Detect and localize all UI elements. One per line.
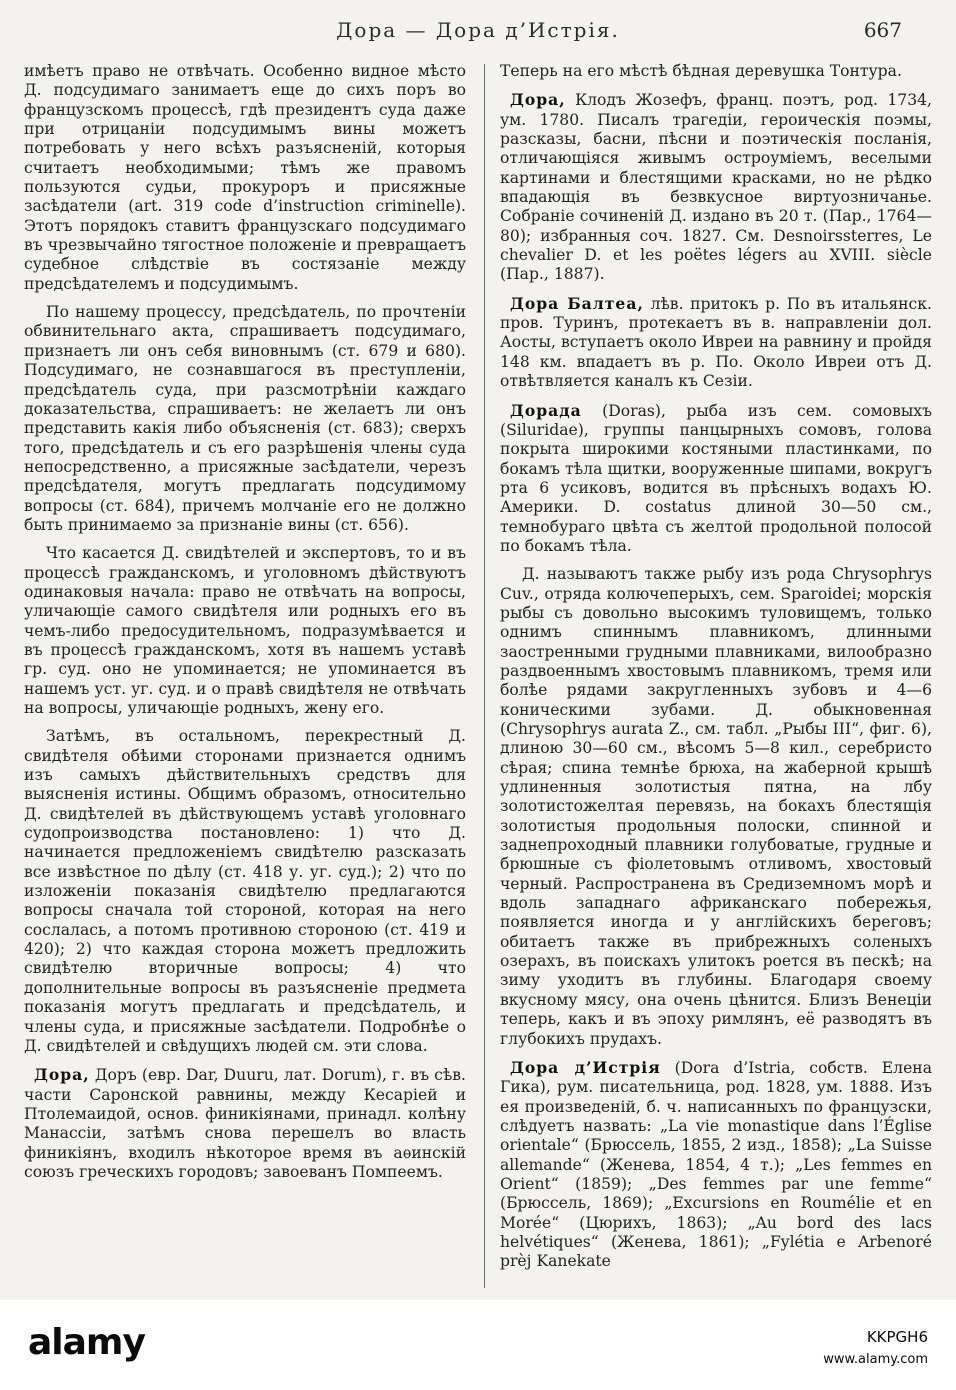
paragraph-text: По нашему процессу, предсѣдатель, по прочтеніи обвинительнаго акта, спрашиваетъ подсудимаго, признаетъ ли онъ себя виновнымъ (ст. 679 и 680). Подсудимаго, не сознавшагося въ преступленіи, предсѣдатель суда, при разсмотрѣніи каждаго доказательства, спрашиваетъ: не желаетъ ли онъ представить какія либо объясненія (ст. 683); сверхъ того, предсѣдатель и съ его разрѣшенія члены суда непосредственно, а присяжные засѣдатели, черезъ предсѣдателя, могутъ предлагать подсудимому вопросы (ст. 684), причемъ молчаніе его не должно быть принимаемо за признаніе вины (ст. 656).: [24, 303, 466, 534]
entry-headword: Дора,: [510, 90, 566, 110]
paragraph: [24, 62, 466, 294]
paragraph-text: лѣв. притокъ р. По въ итальянск. пров. Туринъ, протекаетъ въ в. направленіи дол. Аосты, вступаетъ около Ивреи на равнину и пройдя 148 км. впадаетъ въ р. По. Около Ивреи отъ Д. отвѣтвляется каналъ къ Сезіи.: [500, 294, 932, 391]
entry-headword: Дора д’Истрія: [510, 1057, 661, 1077]
paragraph-text: Что касается Д. свидѣтелей и экспертовъ, то и въ процессѣ гражданскомъ, и уголовномъ дѣйствуютъ одинаковыя начала: право не отвѣчать на вопросы, уличающіе самого свидѣтеля или родныхъ его въ чемъ-либо предосудительномъ, подразумѣвается и въ процессѣ гражданскомъ, хотя въ нашемъ уставѣ гр. суд. оно не упоминается; не упоминается въ нашемъ уст. уг. суд. и о правѣ свидѣтеля не отвѣчать на вопросы, уличающіе родныхъ, жену его.: [24, 544, 466, 717]
paragraph: [24, 303, 466, 535]
paragraph: [500, 62, 932, 81]
paragraph-text: имѣетъ право не отвѣчать. Особенно видное мѣсто Д. подсудимаго занимаетъ еще до сихъ поръ во французскомъ процессѣ, гдѣ президентъ суда даже при отрицаніи подсудимымъ вины можетъ потребовать у него всѣхъ разъясненій, которыя считаетъ необходимыми; тѣмъ же правомъ пользуются судьи, прокуроръ и присяжные засѣдатели (art. 319 code d’instruction criminelle). Этотъ порядокъ ставитъ французскаго подсудимаго въ чрезвычайно тягостное положеніе и превращаетъ судебное слѣдствіе въ состязаніе между предсѣдателемъ и подсудимымъ.: [24, 62, 466, 293]
paragraph: [24, 727, 466, 1056]
paragraph: [24, 544, 466, 718]
paragraph-text: Затѣмъ, въ остальномъ, перекрестный Д. свидѣтеля обѣими сторонами признается однимъ изъ самыхъ дѣйствительныхъ средствъ для выясненія истины. Общимъ образомъ, относительно Д. свидѣтелей въ дѣйствующемъ уставѣ уголовнаго судопроизводства постановлено: 1) что Д. начинается предложеніемъ свидѣтелю разсказать все извѣстное по дѣлу (ст. 418 у. уг. суд.); 2) что по изложеніи показанія свидѣтелю предлагаются вопросы сначала той стороной, которая на него сослалась, а потомъ противною стороною (ст. 419 и 420); 2) что каждая сторона можетъ предложить свидѣтелю вторичные вопросы; 4) что дополнительные вопросы въ разъясненіе предмета показанія могутъ предлагать и предсѣдатель, и члены суда, и присяжные засѣдатели. Подробнѣе о Д. свидѣтелей и свѣдущихъ людей см. эти слова.: [24, 727, 466, 1055]
paragraph-text: Теперь на его мѣстѣ бѣдная деревушка Тонтура.: [500, 62, 902, 80]
watermark-logo: alamy: [28, 1322, 145, 1363]
paragraph-text: Клодъ Жозефъ, франц. поэтъ, род. 1734, ум. 1780. Писалъ трагедіи, героическія поэмы, разсказы, басни, пѣсни и поэтическія посланія, отличающіяся живымъ остроуміемъ, веселыми картинами и блестящими красками, но не рѣдко впадающія въ безвкусное виртуозничанье. Собраніе сочиненій Д. издано въ 20 т. (Пар., 1764—80); избранныя соч. 1827. См. Desnoirssterres, Le chevalier D. et les poëtes légers au XVIII. siècle (Пар., 1887).: [500, 91, 932, 284]
dictionary-entry: [500, 294, 932, 392]
entry-headword: Дорада: [510, 400, 582, 420]
dictionary-entry: [500, 401, 932, 557]
entry-headword: Дора,: [34, 1065, 90, 1085]
watermark-image-id: KKPGH6: [866, 1328, 928, 1346]
page-number: 667: [863, 18, 902, 42]
paragraph: [500, 565, 932, 1049]
right-column: [500, 62, 932, 1292]
paragraph-text: (Doras), рыба изъ сем. сомовыхъ (Siluridae), группы панцырныхъ сомовъ, голова покрыта широкими костяными пластинками, по бокамъ тѣла щитки, вооруженные шипами, вокругъ рта 6 усиковъ, водится въ прѣсныхъ водахъ Ю. Америки. D. costatus длиной 30—50 см., темнобураго цвѣта съ желтой продольной полосой по бокамъ тѣла.: [500, 401, 932, 555]
left-column: [24, 62, 466, 1292]
paragraph-text: Д. называютъ также рыбу изъ рода Chrysophrys Cuv., отряда колючеперыхъ, сем. Sparoidei; морскія рыбы съ довольно высокимъ туловищемъ, только однимъ спиннымъ плавникомъ, длинными заостренными грудными плавниками, вилообразно раздвоеннымъ хвостовымъ плавникомъ, тремя или болѣе рядами закругленныхъ зубовъ и 4—6 коническими зубами. Д. обыкновенная (Chrysophrys aurata Z., см. табл. „Рыбы III“, фиг. 6), длиною 30—60 см., вѣсомъ 5—8 кил., серебристо сѣрая; спина темнѣе брюха, на жаберной крышѣ удлиненныя золотистыя пятна, на лбу золотистожелтая перевязь, на бокахъ блестящія золотистыя продольныя полоски, спинной и заднепроходный плавники голубоватые, грудные и брюшные съ фіолетовымъ отливомъ, хвостовый черный. Распространена въ Средиземномъ морѣ и вдоль западнаго африканскаго побережья, появляется иногда и у англійскихъ береговъ; обитаетъ также въ прибрежныхъ соленыхъ озерахъ, въ поискахъ улитокъ роется въ пескѣ; на зиму уходитъ въ глубины. Благодаря своему вкусному мясу, она очень цѣнится. Близъ Венеціи теперь, какъ и въ эпоху римлянъ, её разводятъ въ глубокихъ прудахъ.: [500, 565, 932, 1048]
running-header: [0, 18, 956, 48]
dictionary-entry: [24, 1065, 466, 1182]
dictionary-entry: [500, 1058, 932, 1272]
paragraph-text: Доръ (евр. Dar, Duuru, лат. Dorum), г. въ сѣв. части Саронской равнины, между Кесаріей и Птолемаидой, основ. финикіянами, принадл. колѣну Манассіи, затѣмъ снова перешелъ во власть финикіянъ, входилъ нѣкоторое время въ аѳинскій союзъ греческихъ городовъ; завоеванъ Помпеемъ.: [24, 1066, 466, 1181]
column-divider: [484, 64, 485, 1288]
watermark-bar: [0, 1300, 956, 1390]
dictionary-entry: [500, 90, 932, 284]
watermark-site: www.alamy.com: [823, 1352, 928, 1367]
entry-headword: Дора Балтеа,: [510, 293, 644, 313]
paragraph-text: (Dora d’Istria, собств. Елена Гика), рум. писательница, род. 1828, ум. 1888. Изъ ея произведеній, б. ч. написанныхъ по французски, слѣдуетъ назвать: „La vie monastique dans l’Église orientale“ (Брюссель, 1855, 2 изд., 1858); „La Suisse allemande“ (Женева, 1854, 4 т.); „Les femmes en Orient“ (1859); „Des femmes par une femme“ (Брюссель, 1869); „Excursions en Roumélie et en Morée“ (Цюрихъ, 1863); „Au bord des lacs helvétiques“ (Женева, 1861); „Fylétia e Arbenoré prèj Kanekate: [500, 1058, 932, 1271]
header-title: Дора — Дора д’Истрія.: [336, 18, 620, 42]
